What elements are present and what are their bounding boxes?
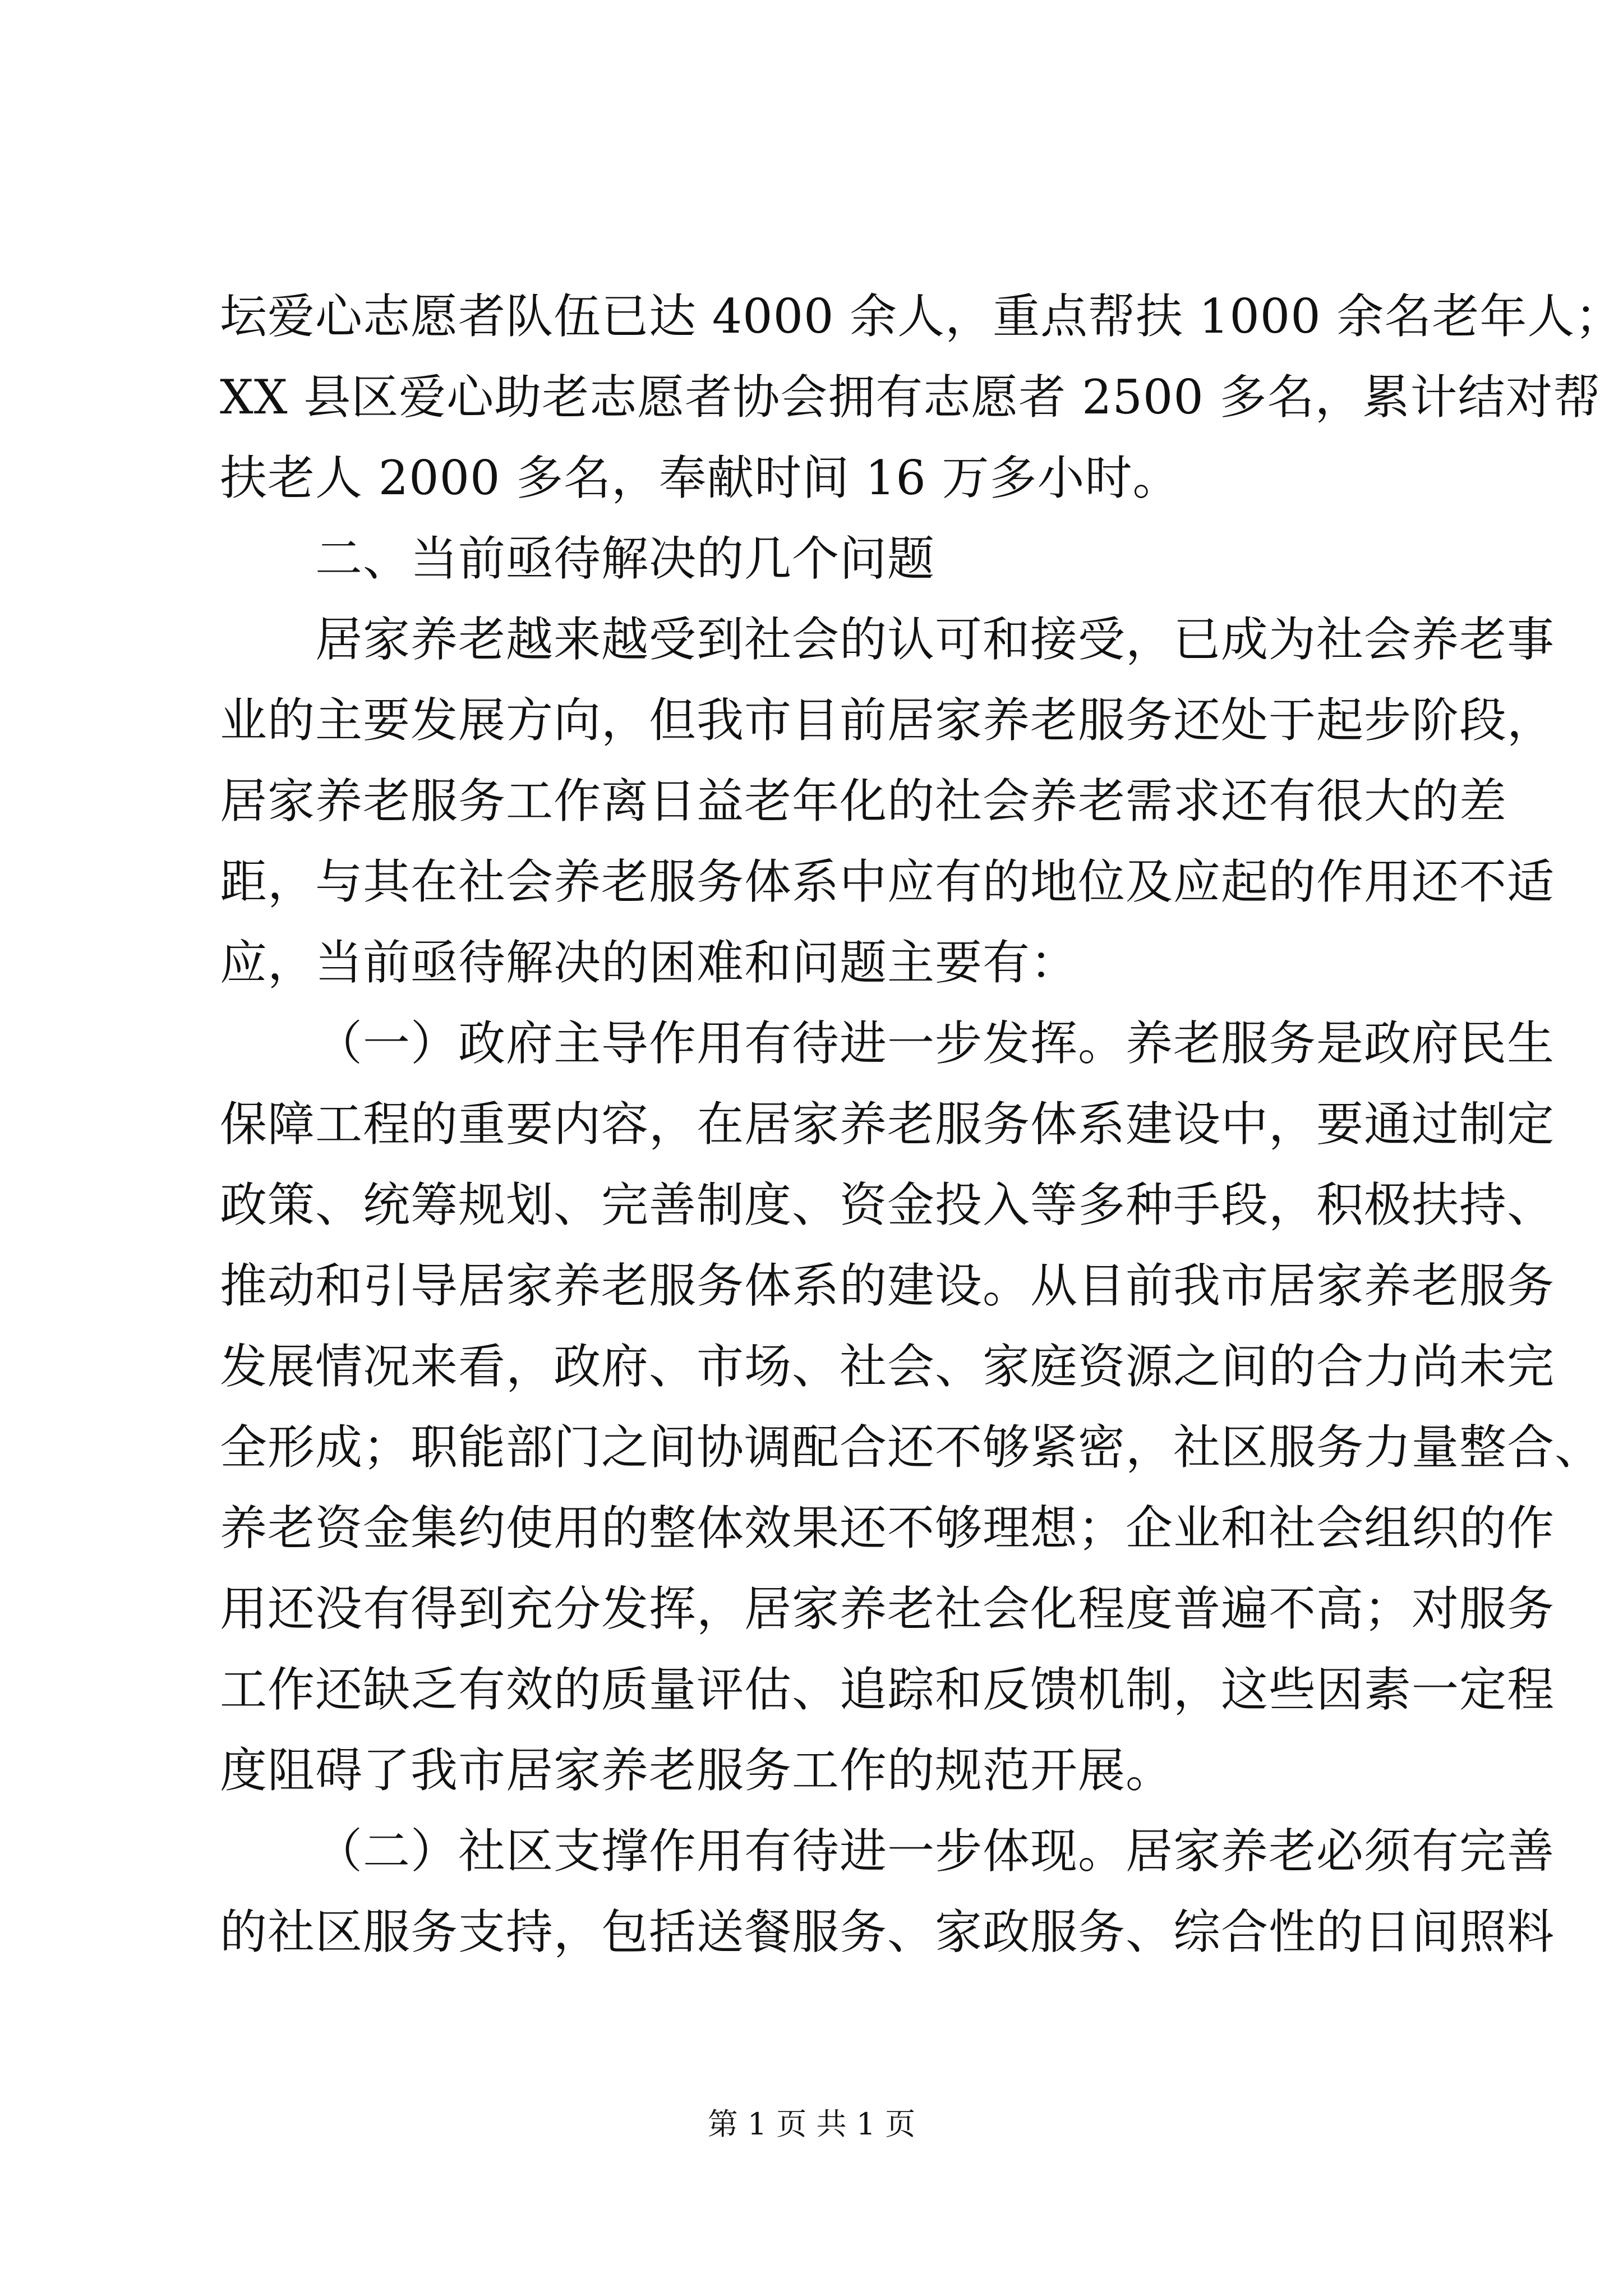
body-line: 应，当前亟待解决的困难和问题主要有： — [220, 935, 1078, 990]
body-line: 的社区服务支持，包括送餐服务、家政服务、综合性的日间照料 — [220, 1904, 1555, 1959]
body-line: 养老资金集约使用的整体效果还不够理想；企业和社会组织的作 — [220, 1501, 1555, 1556]
body-line: 度阻碍了我市居家养老服务工作的规范开展。 — [220, 1743, 1174, 1798]
body-line: 居家养老服务工作离日益老年化的社会养老需求还有很大的差 — [220, 774, 1507, 829]
body-line: 用还没有得到充分发挥，居家养老社会化程度普遍不高；对服务 — [220, 1581, 1555, 1636]
document-body — [220, 276, 1623, 1972]
section-heading: 二、当前亟待解决的几个问题 — [315, 531, 935, 586]
body-line: 政策、统筹规划、完善制度、资金投入等多种手段，积极扶持、 — [220, 1177, 1555, 1232]
body-line: XX 县区爱心助老志愿者协会拥有志愿者 2500 多名，累计结对帮 — [220, 370, 1601, 425]
body-line: 业的主要发展方向，但我市目前居家养老服务还处于起步阶段， — [220, 693, 1555, 748]
page-footer: 第 1 页 共 1 页 — [707, 2106, 916, 2142]
body-line: 全形成；职能部门之间协调配合还不够紧密，社区服务力量整合、 — [220, 1420, 1603, 1475]
body-line: 工作还缺乏有效的质量评估、追踪和反馈机制，这些因素一定程 — [220, 1662, 1555, 1717]
body-line: 保障工程的重要内容，在居家养老服务体系建设中，要通过制定 — [220, 1097, 1555, 1152]
paragraph-start-line: （一）政府主导作用有待进一步发挥。养老服务是政府民生 — [315, 1016, 1555, 1071]
body-line: 扶老人 2000 多名，奉献时间 16 万多小时。 — [220, 450, 1181, 505]
body-line: 坛爱心志愿者队伍已达 4000 余人，重点帮扶 1000 余名老年人； — [220, 289, 1623, 344]
paragraph-start-line: （二）社区支撑作用有待进一步体现。居家养老必须有完善 — [315, 1824, 1555, 1879]
body-line: 推动和引导居家养老服务体系的建设。从目前我市居家养老服务 — [220, 1258, 1555, 1313]
body-line: 发展情况来看，政府、市场、社会、家庭资源之间的合力尚未完 — [220, 1339, 1555, 1394]
paragraph-start-line: 居家养老越来越受到社会的认可和接受，已成为社会养老事 — [315, 612, 1555, 667]
body-line: 距，与其在社会养老服务体系中应有的地位及应起的作用还不适 — [220, 854, 1555, 909]
